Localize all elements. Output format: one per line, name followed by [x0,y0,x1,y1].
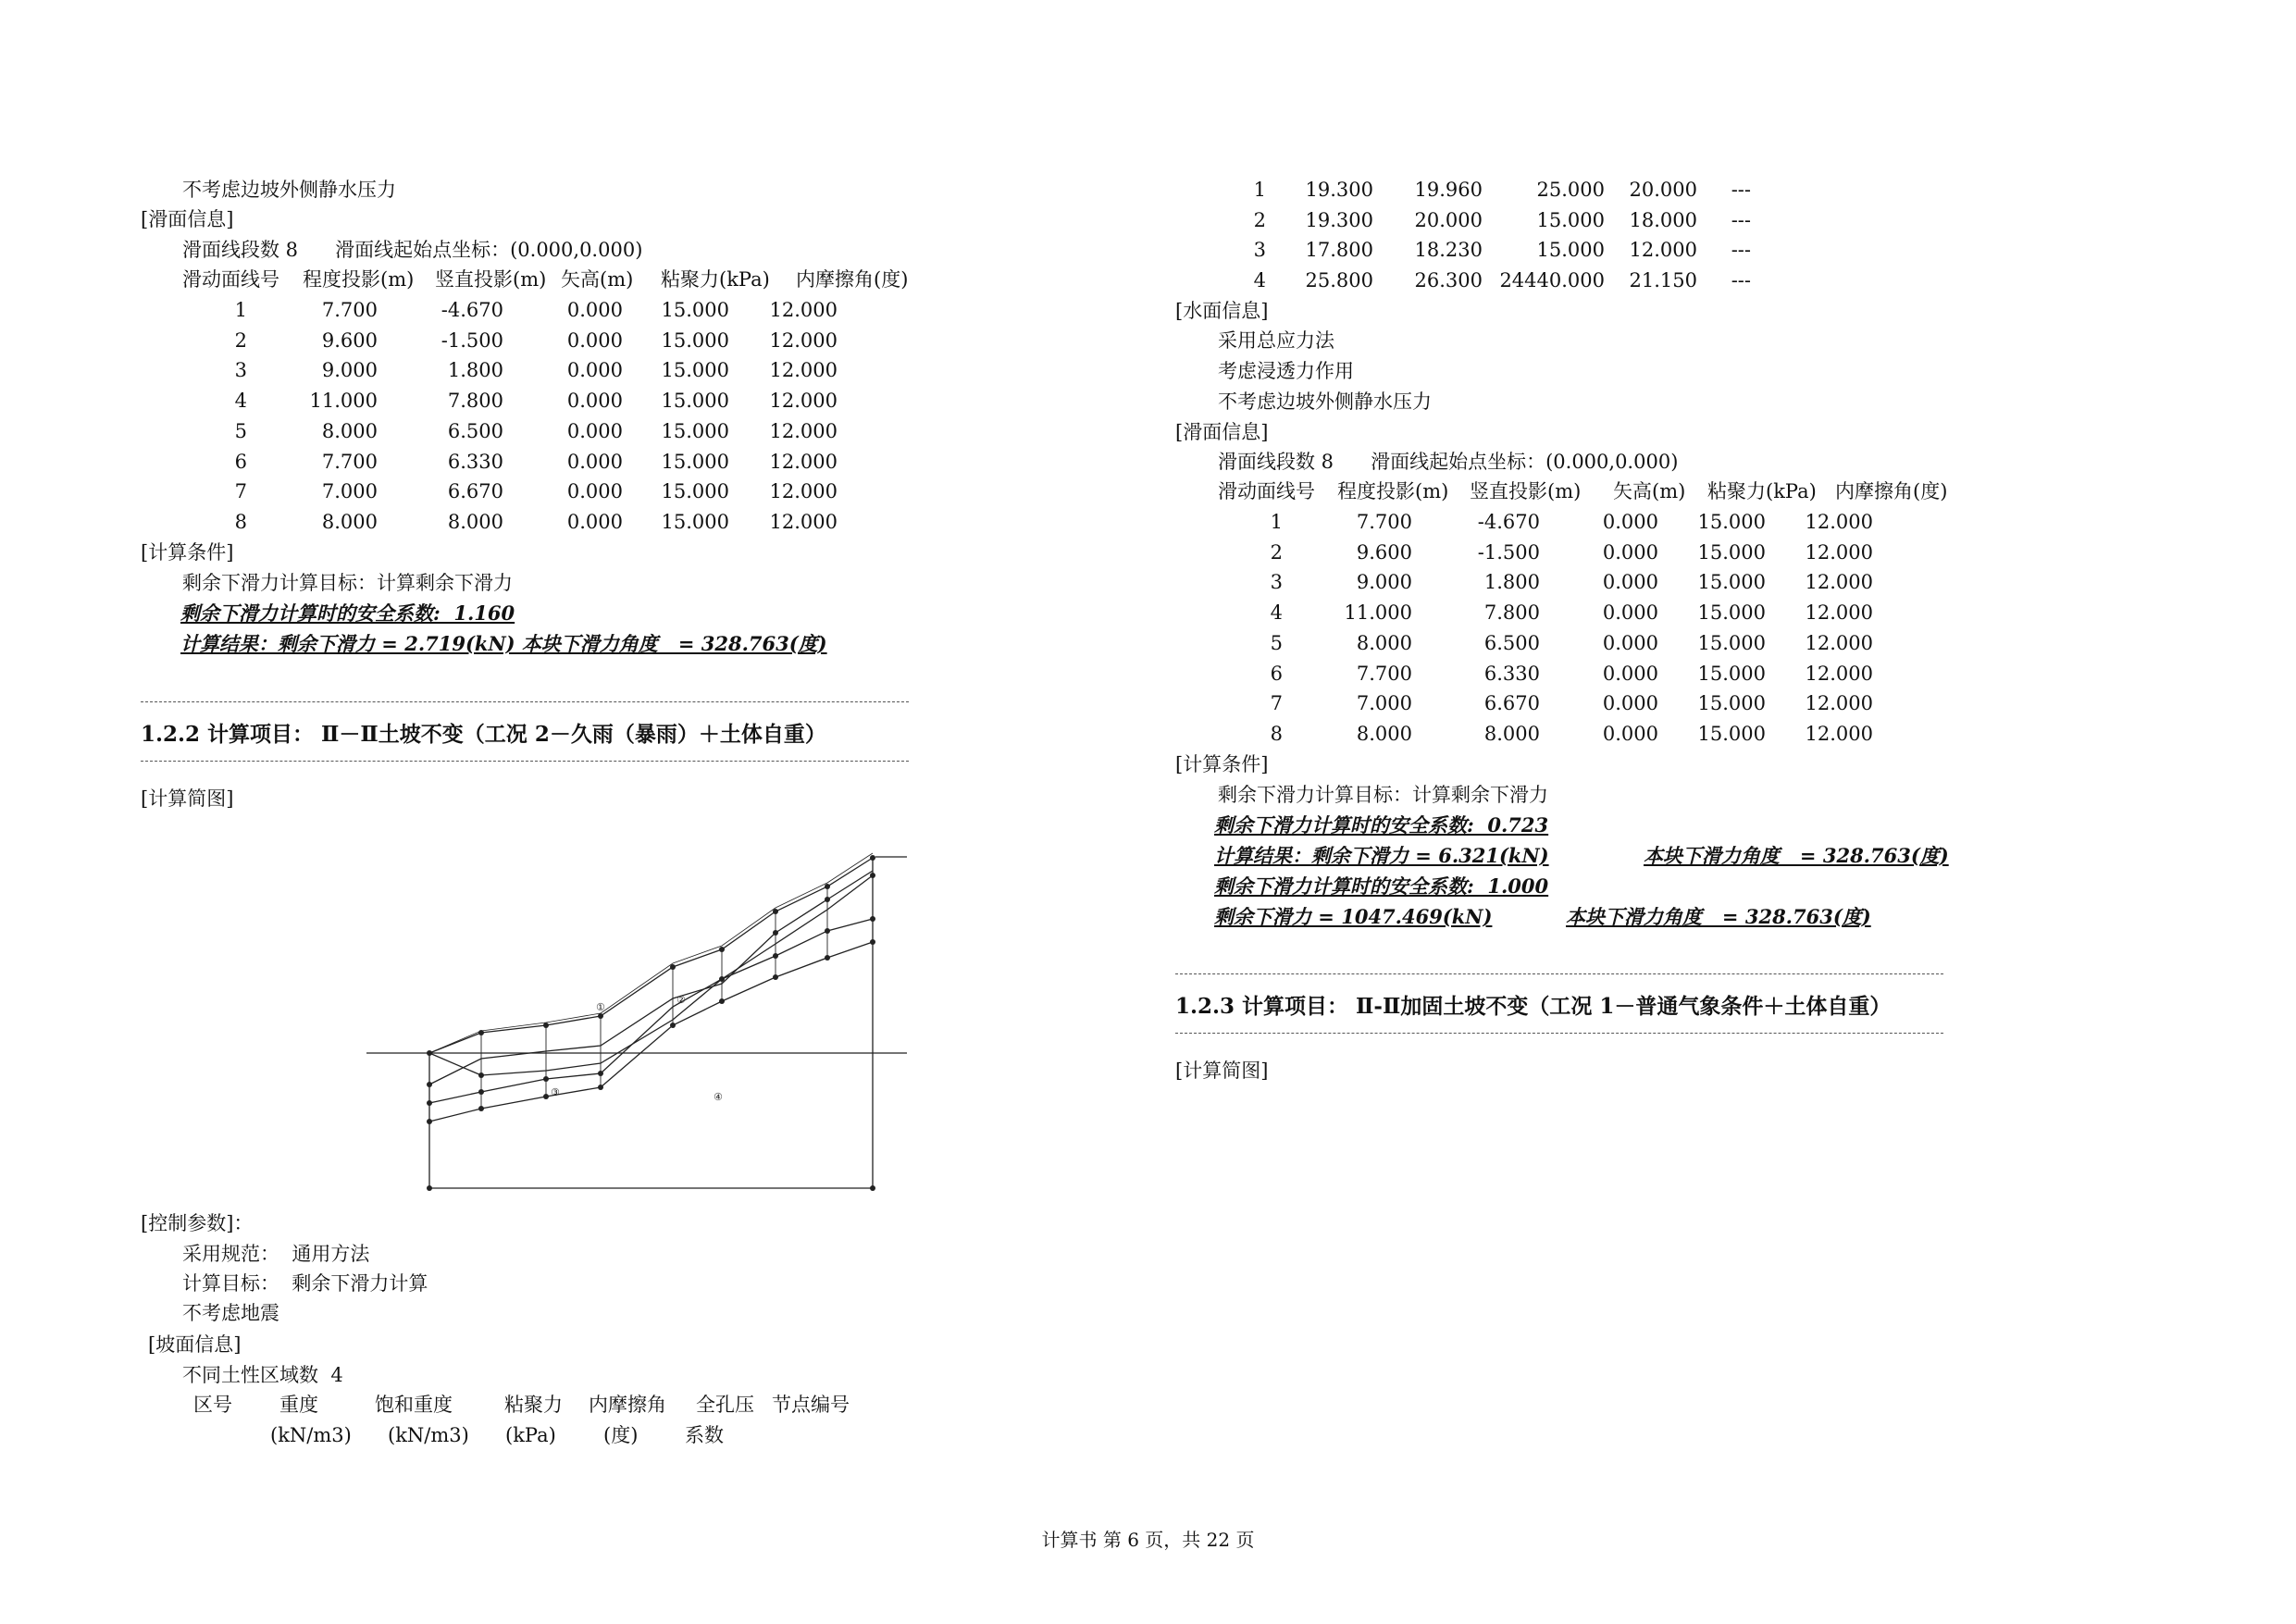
row-number: 5 [234,419,247,442]
section-title-1-2-3: 1.2.3 计算项目： Ⅱ-Ⅱ加固土坡不变（工况 1－普通气象条件＋土体自重） [1175,994,1892,1019]
table-cell: 7.700 [1356,511,1412,533]
table-cell: 15.000 [1697,571,1766,594]
row-number: 3 [234,359,247,382]
divider [141,761,909,762]
column-header: 竖直投影(m) [435,268,547,291]
table-cell: 12.000 [769,299,838,321]
table-cell: 7.000 [1356,692,1412,715]
calc-result-angle: 本块下滑力角度 = 328.763(度) [1566,905,1871,928]
table-cell: 7.800 [1483,601,1540,625]
calc-safety-factor: 剩余下滑力计算时的安全系数: 1.160 [180,601,515,625]
table-cell: 6.500 [447,419,503,442]
table-cell: 8.000 [447,510,503,533]
region-label: ③ [551,1086,560,1098]
table-cell: --- [1731,179,1751,201]
table-cell: 12.000 [1805,631,1873,654]
column-header: 内摩擦角(度) [796,268,909,291]
soil-layer-boundary-2 [429,871,873,1085]
slope-info-header: [坡面信息] [148,1333,242,1356]
table-cell: 6.330 [1483,662,1540,685]
row-number: 4 [1253,269,1266,292]
unit-label: (kN/m3) [270,1424,352,1446]
table-cell: 0.000 [1602,722,1658,745]
calc-conditions-header: [计算条件] [141,541,234,564]
calc-target: 剩余下滑力计算目标：计算剩余下滑力 [1218,784,1548,806]
calc-safety-factor: 剩余下滑力计算时的安全系数: 1.000 [1214,874,1549,898]
slip-info-summary: 滑面线段数 8 滑面线起始点坐标：(0.000,0.000) [182,239,643,261]
unit-label: (kPa) [505,1424,556,1446]
table-cell: 12.000 [1805,722,1873,745]
table-cell: 9.000 [1356,571,1412,594]
table-cell: 26.300 [1414,269,1483,292]
table-cell: 15.000 [1697,692,1766,715]
row-number: 1 [1253,179,1266,201]
table-cell: 12.000 [769,329,838,352]
table-cell: 15.000 [1697,631,1766,654]
calc-safety-factor: 剩余下滑力计算时的安全系数: 0.723 [1214,813,1549,837]
row-number: 2 [1253,208,1266,231]
table-cell: 15.000 [1697,540,1766,564]
table-cell: 17.800 [1305,239,1373,262]
table-cell: 12.000 [1805,662,1873,685]
table-cell: 0.000 [566,329,623,352]
row-number: 2 [1270,540,1283,564]
table-cell: 1.800 [447,359,503,382]
table-cell: 24440.000 [1499,269,1605,292]
unit-label: (kN/m3) [388,1424,469,1446]
slip-info-header: [滑面信息] [1175,421,1269,443]
table-cell: 6.670 [1483,692,1540,715]
column-header: 内摩擦角(度) [1835,480,1948,502]
table-cell: 0.000 [1602,662,1658,685]
row-number: 6 [234,450,247,473]
slope-section-diagram [361,840,916,1192]
column-header: 节点编号 [772,1394,850,1416]
slope-surface-outer [429,853,873,1053]
table-cell: 25.000 [1536,179,1605,201]
table-cell: 0.000 [566,299,623,321]
page-footer: 计算书 第 6 页，共 22 页 [1041,1529,1255,1551]
table-cell: 0.000 [1602,692,1658,715]
calc-conditions-header: [计算条件] [1175,753,1269,775]
row-number: 3 [1253,239,1266,262]
water-item: 不考虑边坡外侧静水压力 [1218,391,1432,413]
table-cell: 8.000 [321,419,378,442]
table-cell: 12.000 [1629,239,1697,262]
table-cell: 15.000 [1536,239,1605,262]
table-cell: 18.000 [1629,208,1697,231]
control-item: 计算目标： 剩余下滑力计算 [182,1272,428,1295]
soil-region-count: 不同土性区域数 4 [182,1364,343,1386]
column-header: 内摩擦角 [589,1394,666,1416]
table-cell: 7.700 [321,450,378,473]
table-cell: 12.000 [769,450,838,473]
calc-result: 计算结果：剩余下滑力 = 2.719(kN) 本块下滑力角度 = 328.763(度) [180,632,827,655]
calc-result-angle: 本块下滑力角度 = 328.763(度) [1644,844,1949,867]
column-header: 竖直投影(m) [1470,480,1582,502]
table-cell: 15.000 [1536,208,1605,231]
diagram-header: [计算简图] [1175,1060,1269,1082]
table-cell: 9.000 [321,359,378,382]
calc-result: 计算结果：剩余下滑力 = 6.321(kN) [1214,844,1549,867]
table-cell: 8.000 [1356,631,1412,654]
table-cell: 0.000 [1602,511,1658,533]
table-cell: 12.000 [769,419,838,442]
row-number: 4 [234,390,247,413]
divider [141,701,909,702]
row-number: 8 [1270,722,1283,745]
table-cell: 6.330 [447,450,503,473]
table-cell: 15.000 [1697,511,1766,533]
table-cell: 15.000 [661,390,729,413]
slip-info-header: [滑面信息] [141,208,234,230]
table-cell: 0.000 [566,510,623,533]
table-cell: 15.000 [1697,722,1766,745]
row-number: 7 [1270,692,1283,715]
table-cell: 8.000 [321,510,378,533]
table-cell: 15.000 [661,359,729,382]
column-header: 区号 [193,1394,232,1416]
table-cell: 0.000 [566,390,623,413]
table-cell: 19.960 [1414,179,1483,201]
table-cell: 0.000 [566,480,623,503]
hydro-pressure-note: 不考虑边坡外侧静水压力 [182,179,396,201]
row-number: 7 [234,480,247,503]
soil-layer-boundary-3 [429,919,873,1103]
table-cell: 19.300 [1305,179,1373,201]
table-cell: -4.670 [441,299,503,321]
region-label: ② [676,994,686,1006]
table-cell: 7.700 [321,299,378,321]
table-cell: 0.000 [566,450,623,473]
table-cell: -1.500 [441,329,503,352]
table-cell: 0.000 [1602,540,1658,564]
water-item: 考虑浸透力作用 [1218,360,1354,382]
control-item: 不考虑地震 [182,1302,279,1324]
row-number: 4 [1270,601,1283,625]
table-cell: 6.500 [1483,631,1540,654]
column-header: 程度投影(m) [1337,480,1449,502]
column-header: 滑动面线号 [182,268,279,291]
table-cell: 15.000 [661,419,729,442]
region-label: ④ [714,1091,723,1103]
table-cell: 19.300 [1305,208,1373,231]
unit-label: 系数 [685,1424,724,1446]
node-markers [427,855,875,1191]
table-cell: --- [1731,239,1751,262]
table-cell: 0.000 [1602,631,1658,654]
table-cell: 20.000 [1629,179,1697,201]
column-header: 粘聚力 [504,1394,563,1416]
column-header: 粘聚力(kPa) [661,268,770,291]
table-cell: 15.000 [661,450,729,473]
table-cell: 12.000 [769,480,838,503]
row-number: 1 [1270,511,1283,533]
control-item: 采用规范： 通用方法 [182,1243,370,1265]
row-number: 6 [1270,662,1283,685]
water-item: 采用总应力法 [1218,329,1334,352]
table-cell: 15.000 [1697,601,1766,625]
table-cell: 9.600 [321,329,378,352]
column-header: 滑动面线号 [1218,480,1315,502]
column-header: 重度 [279,1394,318,1416]
table-cell: 12.000 [769,359,838,382]
table-cell: 0.000 [566,359,623,382]
table-cell: 12.000 [769,390,838,413]
table-cell: 8.000 [1356,722,1412,745]
table-cell: 12.000 [1805,571,1873,594]
table-cell: 12.000 [1805,692,1873,715]
water-info-header: [水面信息] [1175,300,1269,322]
soil-layer-boundary-4 [429,942,873,1122]
table-cell: 11.000 [1344,601,1412,625]
calc-result: 剩余下滑力 = 1047.469(kN) [1214,905,1493,928]
table-cell: 12.000 [1805,601,1873,625]
row-number: 5 [1270,631,1283,654]
table-cell: 1.800 [1483,571,1540,594]
table-cell: 21.150 [1629,269,1697,292]
calc-target: 剩余下滑力计算目标：计算剩余下滑力 [182,572,513,594]
column-header: 饱和重度 [375,1394,453,1416]
table-cell: 15.000 [661,480,729,503]
soil-layer-boundary-1 [429,875,873,1075]
table-cell: 12.000 [1805,511,1873,533]
table-cell: 15.000 [1697,662,1766,685]
column-header: 矢高(m) [561,268,634,291]
table-cell: 7.000 [321,480,378,503]
diagram-header: [计算简图] [141,787,234,810]
column-header: 粘聚力(kPa) [1707,480,1817,502]
table-cell: 0.000 [1602,601,1658,625]
slip-info-summary: 滑面线段数 8 滑面线起始点坐标：(0.000,0.000) [1218,451,1679,473]
row-number: 8 [234,510,247,533]
row-number: 3 [1270,571,1283,594]
table-cell: 7.800 [447,390,503,413]
slope-surface-line [429,858,873,1053]
table-cell: 6.670 [447,480,503,503]
row-number: 1 [234,299,247,321]
table-cell: 8.000 [1483,722,1540,745]
column-header: 程度投影(m) [303,268,415,291]
table-cell: 12.000 [1805,540,1873,564]
table-cell: 7.700 [1356,662,1412,685]
column-header: 全孔压 [696,1394,754,1416]
column-header: 矢高(m) [1613,480,1686,502]
table-cell: 0.000 [1602,571,1658,594]
divider [1175,973,1943,974]
table-cell: --- [1731,269,1751,292]
row-number: 2 [234,329,247,352]
table-cell: 20.000 [1414,208,1483,231]
table-cell: 15.000 [661,299,729,321]
table-cell: 11.000 [309,390,378,413]
region-label: ① [596,1001,605,1013]
table-cell: 15.000 [661,329,729,352]
unit-label: (度) [603,1424,639,1446]
table-cell: 18.230 [1414,239,1483,262]
table-cell: 0.000 [566,419,623,442]
table-cell: -4.670 [1477,511,1540,533]
table-cell: 9.600 [1356,540,1412,564]
table-cell: 15.000 [661,510,729,533]
divider [1175,1033,1943,1034]
table-cell: 12.000 [769,510,838,533]
table-cell: 25.800 [1305,269,1373,292]
section-title-1-2-2: 1.2.2 计算项目： Ⅱ－Ⅱ土坡不变（工况 2－久雨（暴雨）＋土体自重） [141,722,826,747]
table-cell: -1.500 [1477,540,1540,564]
control-params-header: [控制参数]： [141,1212,254,1234]
table-cell: --- [1731,208,1751,231]
